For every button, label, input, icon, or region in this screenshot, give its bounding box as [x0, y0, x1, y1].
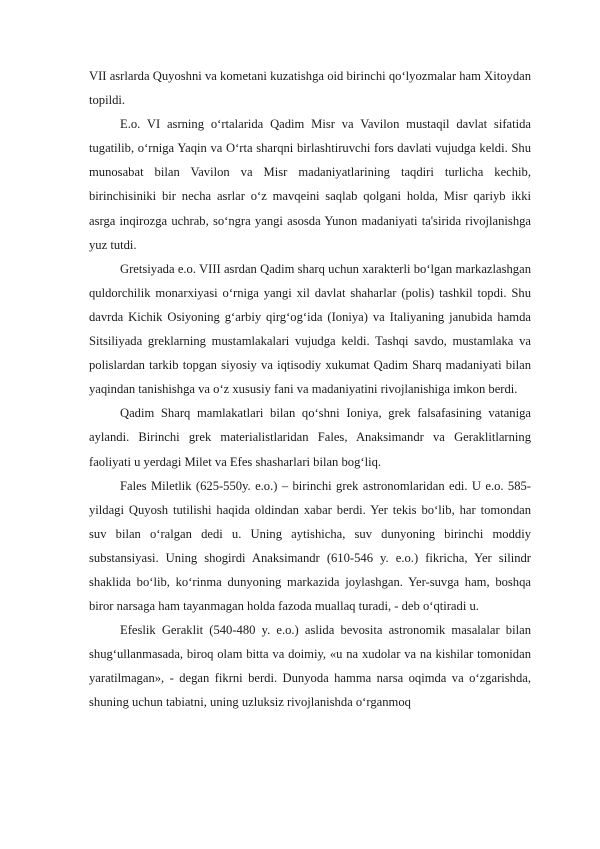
- paragraph: Fales Miletlik (625-550y. e.o.) – birinchi grek astronomlaridan edi. U e.o. 585-yildagi Quyosh tutilishi haqida oldindan xabar berdi. Yer tekis bo‘lib, har tomondan suv bilan o‘ralgan dedi u. Uning aytishicha, suv dunyoning birinchi moddiy substansiyasi. Uning shogirdi Anaksimandr (610-546 y. e.o.) fikricha, Yer silindr shaklida bo‘lib, ko‘rinma dunyoning markazida joylashgan. Yer-suvga ham, boshqa biror narsaga ham tayanmagan holda fazoda muallaq turadi, - deb o‘qtiradi u.: [89, 478, 531, 614]
- paragraph: E.o. VI asrning o‘rtalarida Qadim Misr va Vavilon mustaqil davlat sifatida tugatilib, o‘rniga Yaqin va O‘rta sharqni birlashtiruvchi fors davlati vujudga keldi. Shu munosabat bilan Vavilon va Misr madaniyatlarining taqdiri turlicha kechib, birinchisiniki bir necha asrlar o‘z mavqeini saqlab qolgani holda, Misr qariyb ikki asrga inqirozga uchrab, so‘ngra yangi asosda Yunon madaniyati ta'sirida rivojlanishga yuz tutdi.: [89, 117, 531, 252]
- paragraph: Efeslik Geraklit (540-480 y. e.o.) aslida bevosita astronomik masalalar bilan shug‘ullanmasada, biroq olam bitta va doimiy, «u na xudolar va na kishilar tomonidan yaratilmagan», - degan fikrni berdi. Dunyoda hamma narsa oqimda va o‘zgarishda, shuning uchun tabiatni, uning uzluksiz rivojlanishda o‘rganmoq: [89, 623, 531, 710]
- paragraph: VII asrlarda Quyoshni va kometani kuzatishga oid birinchi qo‘lyozmalar ham Xitoydan topildi.: [89, 69, 531, 108]
- paragraph: Qadim Sharq mamlakatlari bilan qo‘shni Ioniya, grek falsafasining vataniga aylandi. Birinchi grek materialistlaridan Fales, Anaksimandr va Geraklitlarning faoliyati u yerdagi Milet va Efes shasharlari bilan bog‘liq.: [89, 406, 531, 469]
- body-text: [89, 64, 531, 715]
- paragraph: Gretsiyada e.o. VIII asrdan Qadim sharq uchun xarakterli bo‘lgan markazlashgan quldorchilik monarxiyasi o‘rniga yangi xil davlat shaharlar (polis) tashkil topdi. Shu davrda Kichik Osiyoning g‘arbiy qirg‘og‘ida (Ioniya) va Italiyaning janubida hamda Sitsiliyada greklarning mustamlakalari vujudga keldi. Tashqi savdo, mustamlaka va polislardan tarkib topgan siyosiy va iqtisodiy xukumat Qadim Sharq madaniyati bilan yaqindan tanishishga va o‘z xususiy fani va madaniyatini rivojlanishiga imkon berdi.: [89, 261, 531, 397]
